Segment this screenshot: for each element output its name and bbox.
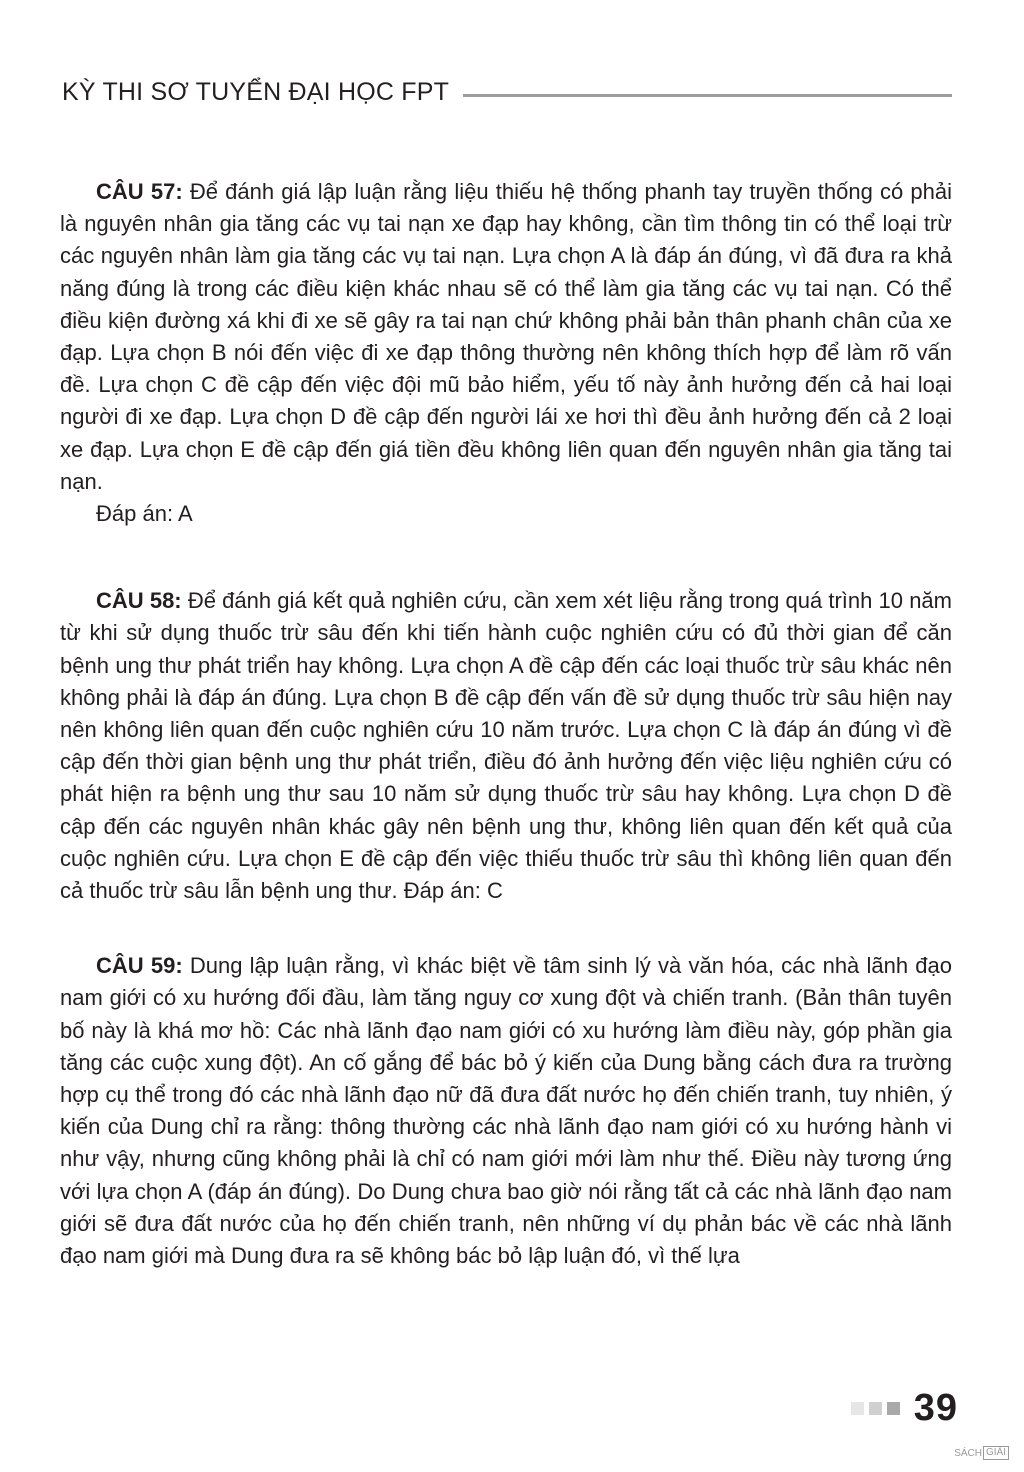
page-number: 39 (913, 1386, 958, 1429)
question-57 (60, 176, 952, 498)
main-content (60, 176, 952, 1272)
question-59 (60, 950, 952, 1272)
page-header (62, 72, 952, 112)
page-footer (851, 1386, 958, 1430)
decorative-square (851, 1402, 864, 1415)
answer-line: Đáp án: A (96, 501, 193, 527)
question-label: CÂU 58: (96, 588, 182, 614)
question-label: CÂU 57: (96, 179, 183, 204)
question-label: CÂU 59: (96, 953, 183, 979)
spacer (60, 907, 952, 950)
spacer (60, 530, 952, 585)
watermark-boxed-text: GIẢI (983, 1446, 1009, 1460)
question-text: Dung lập luận rằng, vì khác biệt về tâm sinh lý và văn hóa, các nhà lãnh đạo nam giới có xu hướng đối đầu, làm tăng nguy cơ xung đột và chiến tranh. (Bản thân tuyên bố này là khá mơ hồ: Các nhà lãnh đạo nam giới có xu hướng làm điều này, góp phần gia tăng các cuộc xung đột). An cố gắng để bác bỏ ý kiến của Dung bằng cách đưa ra trường hợp cụ thể trong đó các nhà lãnh đạo nữ đã đưa đất nước họ đến chiến tranh, tuy nhiên, ý kiến của Dung chỉ ra rằng: thông thường các nhà lãnh đạo nam giới có xu hướng hành vi như vậy, nhưng cũng không phải là chỉ có nam giới mới làm như thế. Điều này tương ứng với lựa chọn A (đáp án đúng). Do Dung chưa bao giờ nói rằng tất cả các nhà lãnh đạo nam giới sẽ đưa đất nước của họ đến chiến tranh, nên những ví dụ phản bác về các nhà lãnh đạo nam giới mà Dung đưa ra sẽ không bác bỏ lập luận đó, vì thế lựa (60, 953, 953, 1269)
decorative-square (869, 1402, 882, 1415)
watermark (954, 1446, 1010, 1460)
question-text: Để đánh giá kết quả nghiên cứu, cần xem xét liệu rằng trong quá trình 10 năm từ khi sử dụng thuốc trừ sâu đến khi tiến hành cuộc nghiên cứu có đủ thời gian để căn bệnh ung thư phát triển hay không. Lựa chọn A đề cập đến các loại thuốc trừ sâu khác nên không phải là đáp án đúng. Lựa chọn B đề cập đến vấn đề sử dụng thuốc trừ sâu hiện nay nên không liên quan đến cuộc nghiên cứu 10 năm trước. Lựa chọn C là đáp án đúng vì đề cập đến thời gian bệnh ung thư phát triển, điều đó ảnh hưởng đến việc liệu nghiên cứu có phát hiện ra bệnh ung thư sau 10 năm sử dụng thuốc trừ sâu hay không. Lựa chọn D đề cập đến các nguyên nhân khác gây nên bệnh ung thư, không liên quan đến kết quả của cuộc nghiên cứu. Lựa chọn E đề cập đến việc thiếu thuốc trừ sâu thì không liên quan đến cả thuốc trừ sâu lẫn bệnh ung thư. Đáp án: C (60, 588, 952, 904)
question-text: Để đánh giá lập luận rằng liệu thiếu hệ thống phanh tay truyền thống có phải là nguyên nhân gia tăng các vụ tai nạn xe đạp hay không, cần tìm thông tin có thể loại trừ các nguyên nhân làm gia tăng các vụ tai nạn. Lựa chọn A là đáp án đúng, vì đã đưa ra khả năng đúng là trong các điều kiện khác nhau sẽ có thể làm gia tăng các vụ tai nạn. Có thể điều kiện đường xá khi đi xe sẽ gây ra tai nạn chứ không phải bản thân phanh chân của xe đạp. Lựa chọn B nói đến việc đi xe đạp thông thường nên không thích hợp để làm rõ vấn đề. Lựa chọn C đề cập đến việc đội mũ bảo hiểm, yếu tố này ảnh hưởng đến cả hai loại người đi xe đạp. Lựa chọn D đề cập đến người lái xe hơi thì đều ảnh hưởng đến cả 2 loại xe đạp. Lựa chọn E đề cập đến giá tiền đều không liên quan đến nguyên nhân gia tăng tai nạn. (60, 179, 953, 494)
header-rule (463, 94, 952, 97)
question-58 (60, 585, 952, 907)
watermark-prefix: SÁCH (954, 1447, 982, 1459)
decorative-square (887, 1402, 900, 1415)
header-title: KỲ THI SƠ TUYỂN ĐẠI HỌC FPT (62, 77, 450, 106)
